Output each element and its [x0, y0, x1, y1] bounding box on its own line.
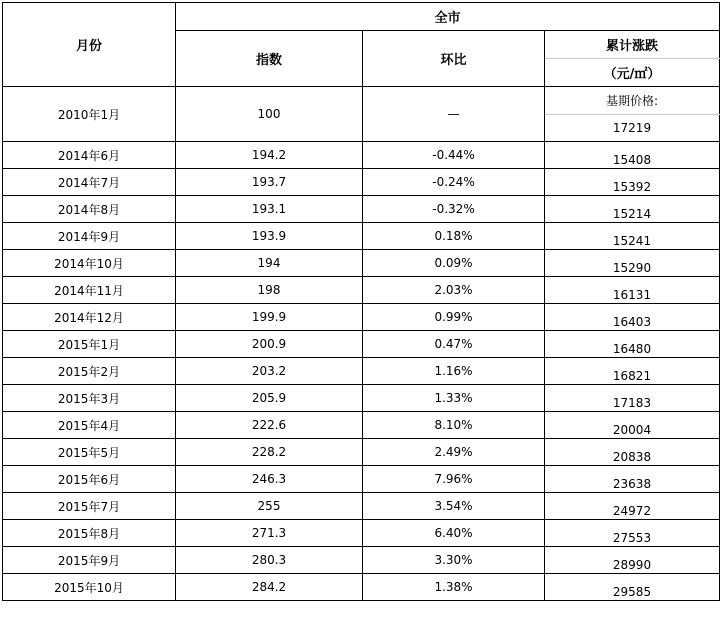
month-cell: 2014年7月: [3, 169, 176, 196]
header-mom: 环比: [363, 31, 545, 87]
mom-cell: 3.30%: [363, 547, 545, 574]
table-row: [3, 250, 720, 277]
table-row: [3, 277, 720, 304]
mom-cell: 0.18%: [363, 223, 545, 250]
table-row: [3, 547, 720, 574]
mom-cell: 6.40%: [363, 520, 545, 547]
price-cell: 15241: [545, 223, 720, 250]
mom-cell: -0.24%: [363, 169, 545, 196]
index-cell: 284.2: [176, 574, 363, 601]
table-row: [3, 358, 720, 385]
month-cell: 2014年6月: [3, 142, 176, 169]
index-cell: 271.3: [176, 520, 363, 547]
base-price-label: 基期价格:: [545, 87, 720, 115]
index-cell: 194.2: [176, 142, 363, 169]
price-cell: 16403: [545, 304, 720, 331]
price-cell: 23638: [545, 466, 720, 493]
month-cell: 2014年10月: [3, 250, 176, 277]
index-cell: 193.1: [176, 196, 363, 223]
price-cell: 15392: [545, 169, 720, 196]
price-cell: 17183: [545, 385, 720, 412]
header-index: 指数: [176, 31, 363, 87]
index-cell: 222.6: [176, 412, 363, 439]
table-row: [3, 520, 720, 547]
table-row: [3, 493, 720, 520]
month-cell: 2015年2月: [3, 358, 176, 385]
month-cell: 2014年9月: [3, 223, 176, 250]
month-cell: 2015年4月: [3, 412, 176, 439]
price-cell: 15214: [545, 196, 720, 223]
header-cumulative: 累计涨跌: [545, 31, 720, 59]
mom-cell: 0.09%: [363, 250, 545, 277]
month-cell: 2015年1月: [3, 331, 176, 358]
month-cell: 2015年10月: [3, 574, 176, 601]
header-unit: （元/㎡）: [545, 59, 720, 87]
table-row: [3, 304, 720, 331]
month-cell: 2015年7月: [3, 493, 176, 520]
price-cell: 20004: [545, 412, 720, 439]
table-row: [3, 142, 720, 169]
index-cell: 203.2: [176, 358, 363, 385]
price-cell: 16480: [545, 331, 720, 358]
price-cell: 28990: [545, 547, 720, 574]
mom-cell: 1.16%: [363, 358, 545, 385]
month-cell: 2015年3月: [3, 385, 176, 412]
table-row: [3, 466, 720, 493]
price-cell: 15408: [545, 142, 720, 169]
price-cell: 15290: [545, 250, 720, 277]
base-price: 17219: [545, 115, 720, 142]
month-cell: 2014年11月: [3, 277, 176, 304]
month-cell: 2015年5月: [3, 439, 176, 466]
index-cell: 198: [176, 277, 363, 304]
mom-cell: 1.33%: [363, 385, 545, 412]
index-cell: 255: [176, 493, 363, 520]
index-cell: 205.9: [176, 385, 363, 412]
base-mom: —: [363, 87, 545, 142]
mom-cell: 8.10%: [363, 412, 545, 439]
mom-cell: 2.03%: [363, 277, 545, 304]
index-cell: 246.3: [176, 466, 363, 493]
mom-cell: 1.38%: [363, 574, 545, 601]
table-row: [3, 331, 720, 358]
table-row: [3, 439, 720, 466]
month-cell: 2014年12月: [3, 304, 176, 331]
index-cell: 194: [176, 250, 363, 277]
price-cell: 24972: [545, 493, 720, 520]
month-cell: 2015年9月: [3, 547, 176, 574]
index-cell: 200.9: [176, 331, 363, 358]
price-index-table: [2, 2, 720, 601]
price-cell: 29585: [545, 574, 720, 601]
mom-cell: 2.49%: [363, 439, 545, 466]
mom-cell: 0.47%: [363, 331, 545, 358]
base-month: 2010年1月: [3, 87, 176, 142]
header-month: 月份: [3, 3, 176, 87]
table-row: [3, 223, 720, 250]
month-cell: 2014年8月: [3, 196, 176, 223]
table-row: [3, 196, 720, 223]
table-row: [3, 169, 720, 196]
base-index: 100: [176, 87, 363, 142]
table-row: [3, 574, 720, 601]
header-city: 全市: [176, 3, 720, 31]
price-cell: 16821: [545, 358, 720, 385]
index-cell: 228.2: [176, 439, 363, 466]
table-row: [3, 385, 720, 412]
index-cell: 280.3: [176, 547, 363, 574]
month-cell: 2015年6月: [3, 466, 176, 493]
mom-cell: 3.54%: [363, 493, 545, 520]
table-row: [3, 412, 720, 439]
price-cell: 16131: [545, 277, 720, 304]
price-cell: 27553: [545, 520, 720, 547]
month-cell: 2015年8月: [3, 520, 176, 547]
index-cell: 193.9: [176, 223, 363, 250]
index-cell: 199.9: [176, 304, 363, 331]
mom-cell: 7.96%: [363, 466, 545, 493]
price-cell: 20838: [545, 439, 720, 466]
mom-cell: -0.32%: [363, 196, 545, 223]
mom-cell: 0.99%: [363, 304, 545, 331]
mom-cell: -0.44%: [363, 142, 545, 169]
index-cell: 193.7: [176, 169, 363, 196]
